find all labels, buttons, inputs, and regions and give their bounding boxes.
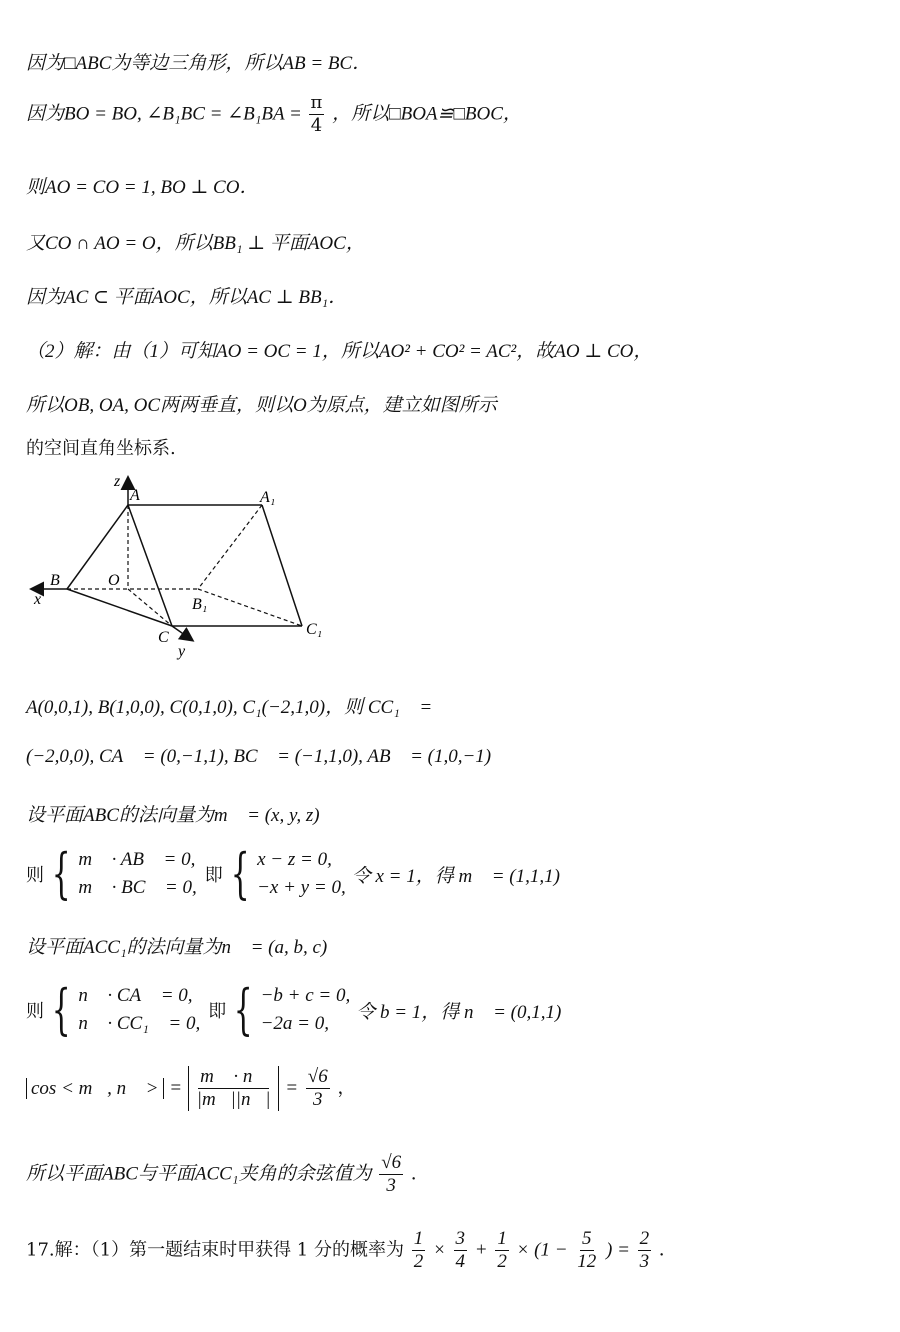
- label-O: O: [108, 572, 120, 589]
- label-A: A: [130, 487, 140, 504]
- text-line-6: （2）解：由（1）可知AO = OC = 1，所以AO² + CO² = AC²，故AO ⊥ CO，: [26, 341, 653, 362]
- label-B1: B₁: [192, 596, 208, 613]
- label-A1: A₁: [260, 489, 276, 506]
- text-line-2: 因为BO = BO, ∠B₁BC = ∠B₁BA = $\frac{\pi}{4}$ ，所以□BOA≌□BOC，: [26, 92, 522, 136]
- text-line-8: 的空间直角坐标系.: [26, 438, 176, 459]
- text-line-12: 设平面ACC₁的法向量为n⃗ = (a, b, c)，: [26, 937, 343, 958]
- edge-A1B1: [198, 505, 262, 589]
- text-line-3: 则AO = CO = 1, BO ⊥ CO．: [26, 177, 259, 198]
- edge-A1C1: [262, 505, 302, 626]
- label-x: x: [34, 591, 42, 608]
- label-C: C: [158, 629, 169, 646]
- text-line-1: 因为□ABC为等边三角形，所以AB = BC．: [26, 53, 372, 74]
- equation-system-2: 则 { n⃗ · CA⃗ = 0, n⃗ · CC₁⃗ = 0, 即 { −b + c = 0, −2a = 0, 令 b = 1，得 n⃗ = (0,1,1)．: [26, 978, 577, 1041]
- text-line-10: (−2,0,0), CA⃗ = (0,−1,1), BC⃗ = (−1,1,0), AB⃗ = (1,0,−1)．: [26, 746, 506, 767]
- y-axis: [172, 626, 192, 640]
- text-line-4: 又CO ∩ AO = O，所以BB₁ ⊥ 平面AOC，: [26, 233, 365, 254]
- edge-B1C1: [198, 589, 302, 626]
- label-C1: C₁: [306, 621, 323, 638]
- coordinate-figure: [26, 470, 346, 660]
- text-line-11: 设平面ABC的法向量为m⃗ = (x, y, z)，: [26, 805, 335, 826]
- equation-system-1: 则 { m⃗ · AB⃗ = 0, m⃗ · BC⃗ = 0, 即 { x − z = 0, −x + y = 0, 令 x = 1，得 m⃗ = (1,1,1)．: [26, 842, 575, 905]
- label-z: z: [114, 473, 121, 490]
- label-B: B: [50, 572, 60, 589]
- text-line-7: 所以OB, OA, OC两两垂直，则以O为原点，建立如图所示: [26, 395, 497, 416]
- cosine-equation: cos < m⃗, n⃗ > = $\frac{m⃗ \cdot n⃗}{|m⃗||n⃗|}$ = $\frac{√6}{3}$ ，: [26, 1066, 355, 1111]
- text-line-9: A(0,0,1), B(1,0,0), C(0,1,0), C₁(−2,1,0)，则 CC₁⃗ =: [26, 697, 433, 718]
- edge-BC: [67, 589, 172, 626]
- text-line-13: 所以平面ABC与平面ACC₁夹角的余弦值为 $\frac{√6}{3}$ ．: [26, 1152, 429, 1196]
- label-y: y: [178, 643, 186, 660]
- fraction-pi-over-4: $\frac{\pi}{4}$: [310, 92, 323, 136]
- text-line-5: 因为AC ⊂ 平面AOC，所以AC ⊥ BB₁．: [26, 287, 348, 308]
- text-line-14: 17.解：（1）第一题结束时甲获得 1 分的概率为 $\frac{1}{2}$ × $\frac{3}{4}$ + $\frac{1}{2}$ × (1 − $\frac{5}{12}$ ) = $\frac{2}{3}$ ．: [26, 1228, 677, 1272]
